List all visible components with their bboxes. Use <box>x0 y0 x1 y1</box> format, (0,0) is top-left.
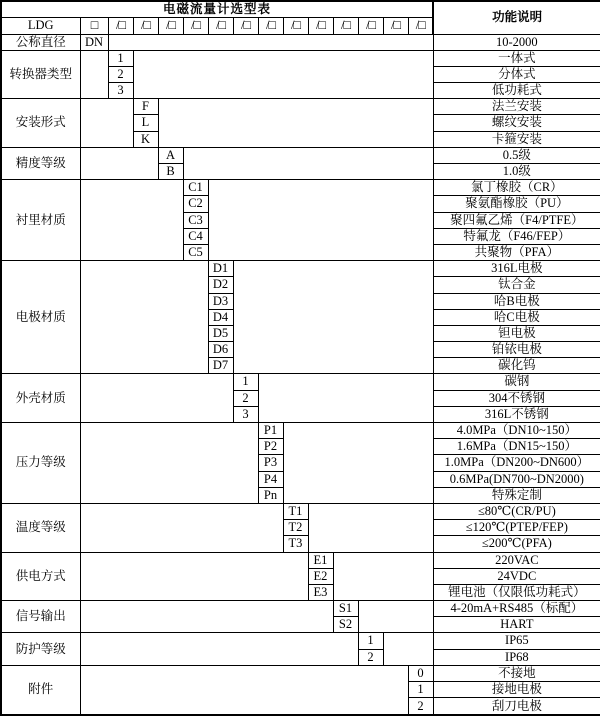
group-label: 外壳材质 <box>1 374 80 423</box>
code-box-placeholder: /□ <box>158 17 183 34</box>
option-description: 钛合金 <box>433 277 600 293</box>
group-label: 电极材质 <box>1 261 80 374</box>
option-description: 碳钢 <box>433 374 600 390</box>
empty-span <box>80 601 333 633</box>
option-description: 哈C电极 <box>433 309 600 325</box>
option-code: C3 <box>183 212 208 228</box>
option-code: B <box>158 164 183 180</box>
empty-span <box>308 503 433 552</box>
group-label: 转换器类型 <box>1 50 80 99</box>
option-code: D6 <box>208 342 233 358</box>
option-code: S2 <box>333 617 358 633</box>
empty-span <box>80 261 208 374</box>
option-description: 氯丁橡胶（CR） <box>433 180 600 196</box>
empty-span <box>333 552 433 601</box>
empty-span <box>158 99 433 148</box>
option-code: D3 <box>208 293 233 309</box>
empty-span <box>358 601 433 633</box>
empty-span <box>80 503 283 552</box>
option-code: A <box>158 147 183 163</box>
group-label: 信号输出 <box>1 601 80 633</box>
option-description: 10-2000 <box>433 34 600 50</box>
option-code: D1 <box>208 261 233 277</box>
option-code: DN <box>80 34 108 50</box>
code-box-placeholder: /□ <box>133 17 158 34</box>
empty-span <box>80 50 108 99</box>
option-description: 4-20mA+RS485（标配） <box>433 601 600 617</box>
empty-span <box>80 374 233 423</box>
code-box-placeholder: /□ <box>283 17 308 34</box>
group-label: 供电方式 <box>1 552 80 601</box>
option-description: 1.0级 <box>433 164 600 180</box>
empty-span <box>133 50 433 99</box>
option-code: D2 <box>208 277 233 293</box>
group-label: 温度等级 <box>1 503 80 552</box>
option-description: 316L不锈钢 <box>433 406 600 422</box>
code-box-placeholder: /□ <box>308 17 333 34</box>
option-description: 聚氨酯橡胶（PU） <box>433 196 600 212</box>
option-description: 24VDC <box>433 568 600 584</box>
group-label: 衬里材质 <box>1 180 80 261</box>
option-code: P4 <box>258 471 283 487</box>
code-box-placeholder: /□ <box>258 17 283 34</box>
option-code: 2 <box>233 390 258 406</box>
option-code: P1 <box>258 423 283 439</box>
option-description: 碳化钨 <box>433 358 600 374</box>
option-description: ≤80℃(CR/PU) <box>433 503 600 519</box>
option-code: C1 <box>183 180 208 196</box>
empty-span <box>183 147 433 179</box>
option-description: 分体式 <box>433 66 600 82</box>
option-code: L <box>133 115 158 131</box>
option-description: 4.0MPa（DN10~150） <box>433 423 600 439</box>
option-code: E2 <box>308 568 333 584</box>
option-description: 铂铱电极 <box>433 342 600 358</box>
empty-span <box>383 633 433 665</box>
empty-span <box>80 665 408 715</box>
option-description: 1.0MPa（DN200~DN600） <box>433 455 600 471</box>
option-code: P2 <box>258 439 283 455</box>
option-description: 316L电极 <box>433 261 600 277</box>
option-code: T2 <box>283 520 308 536</box>
function-column-header: 功能说明 <box>433 1 600 34</box>
option-description: 接地电极 <box>433 682 600 698</box>
code-box-placeholder: /□ <box>408 17 433 34</box>
option-description: 哈B电极 <box>433 293 600 309</box>
option-code: 1 <box>408 682 433 698</box>
code-box-placeholder: □ <box>80 17 108 34</box>
option-code: D7 <box>208 358 233 374</box>
empty-span <box>80 423 258 504</box>
option-code: 2 <box>108 66 133 82</box>
code-box-placeholder: /□ <box>208 17 233 34</box>
empty-span <box>108 34 433 50</box>
group-label: 精度等级 <box>1 147 80 179</box>
code-box-placeholder: /□ <box>233 17 258 34</box>
empty-span <box>80 99 133 148</box>
option-description: 螺纹安装 <box>433 115 600 131</box>
option-code: 2 <box>408 698 433 715</box>
option-description: 低功耗式 <box>433 83 600 99</box>
empty-span <box>80 147 158 179</box>
empty-span <box>208 180 433 261</box>
code-box-placeholder: /□ <box>383 17 408 34</box>
option-description: 特氟龙（F46/FEP） <box>433 228 600 244</box>
option-code: D5 <box>208 325 233 341</box>
code-box-placeholder: /□ <box>358 17 383 34</box>
group-label: 防护等级 <box>1 633 80 665</box>
option-code: S1 <box>333 601 358 617</box>
option-description: ≤200℃(PFA) <box>433 536 600 552</box>
option-description: HART <box>433 617 600 633</box>
option-code: Pn <box>258 487 283 503</box>
option-code: E3 <box>308 584 333 600</box>
option-description: 刮刀电极 <box>433 698 600 715</box>
option-code: 1 <box>108 50 133 66</box>
group-label: 压力等级 <box>1 423 80 504</box>
option-description: ≤120℃(PTEP/FEP) <box>433 520 600 536</box>
option-description: 聚四氟乙烯（F4/PTFE） <box>433 212 600 228</box>
option-description: 锂电池（仅限低功耗式） <box>433 584 600 600</box>
option-description: 1.6MPa（DN15~150） <box>433 439 600 455</box>
option-description: 钽电极 <box>433 325 600 341</box>
option-description: 220VAC <box>433 552 600 568</box>
option-description: 卡箍安装 <box>433 131 600 147</box>
group-label: 公称直径 <box>1 34 80 50</box>
option-description: IP68 <box>433 649 600 665</box>
option-description: IP65 <box>433 633 600 649</box>
option-description: 一体式 <box>433 50 600 66</box>
empty-span <box>233 261 433 374</box>
option-description: 304不锈钢 <box>433 390 600 406</box>
option-code: 1 <box>358 633 383 649</box>
empty-span <box>80 180 183 261</box>
empty-span <box>258 374 433 423</box>
option-description: 共聚物（PFA） <box>433 244 600 260</box>
empty-span <box>80 552 308 601</box>
option-code: C2 <box>183 196 208 212</box>
option-description: 0.6MPa(DN700~DN2000) <box>433 471 600 487</box>
option-code: C4 <box>183 228 208 244</box>
code-box-placeholder: /□ <box>333 17 358 34</box>
table-title: 电磁流量计选型表 <box>1 1 433 17</box>
option-code: T1 <box>283 503 308 519</box>
model-prefix: LDG <box>1 17 80 34</box>
option-description: 法兰安装 <box>433 99 600 115</box>
option-code: 0 <box>408 665 433 681</box>
group-label: 安装形式 <box>1 99 80 148</box>
option-description: 0.5级 <box>433 147 600 163</box>
option-code: T3 <box>283 536 308 552</box>
option-description: 不接地 <box>433 665 600 681</box>
option-code: P3 <box>258 455 283 471</box>
option-code: E1 <box>308 552 333 568</box>
option-code: K <box>133 131 158 147</box>
option-code: 1 <box>233 374 258 390</box>
option-code: C5 <box>183 244 208 260</box>
option-code: F <box>133 99 158 115</box>
empty-span <box>283 423 433 504</box>
option-code: 2 <box>358 649 383 665</box>
code-box-placeholder: /□ <box>183 17 208 34</box>
option-code: 3 <box>108 83 133 99</box>
group-label: 附件 <box>1 665 80 715</box>
option-code: 3 <box>233 406 258 422</box>
empty-span <box>80 633 358 665</box>
code-box-placeholder: /□ <box>108 17 133 34</box>
option-code: D4 <box>208 309 233 325</box>
option-description: 特殊定制 <box>433 487 600 503</box>
